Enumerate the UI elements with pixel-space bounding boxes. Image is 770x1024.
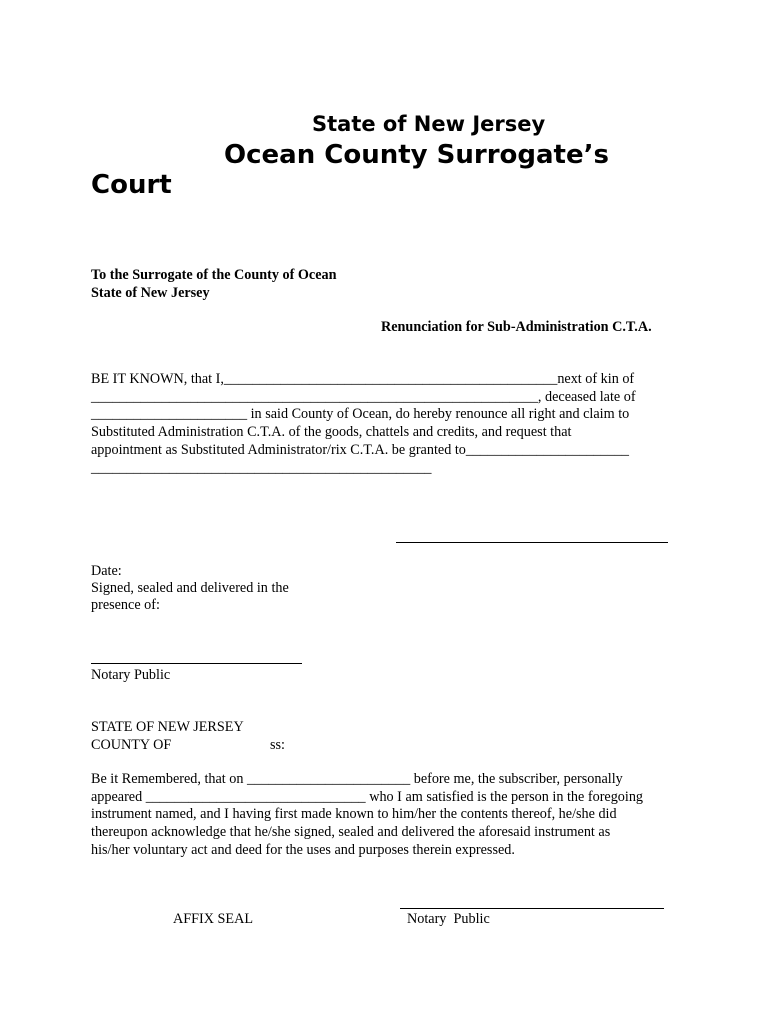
paragraph-line: _______________________________________________________________, deceased late of bbox=[91, 388, 636, 405]
court-title-line2: Court bbox=[91, 170, 172, 200]
addressee-line1: To the Surrogate of the County of Ocean bbox=[91, 267, 337, 283]
notary-seal-signature-line[interactable] bbox=[400, 908, 664, 909]
addressee-line2: State of New Jersey bbox=[91, 285, 210, 301]
venue-state: STATE OF NEW JERSEY bbox=[91, 719, 244, 735]
venue-county: COUNTY OF bbox=[91, 737, 172, 753]
acknowledgment-line: thereupon acknowledge that he/she signed, sealed and delivered the aforesaid instrument as bbox=[91, 824, 611, 841]
signed-sealed-line1: Signed, sealed and delivered in the bbox=[91, 580, 289, 596]
notary-public-footer-label: Notary Public bbox=[407, 911, 490, 927]
notary-public-label: Notary Public bbox=[91, 667, 171, 683]
venue-ss: ss: bbox=[270, 737, 285, 753]
acknowledgment-paragraph bbox=[91, 771, 691, 860]
acknowledgment-line: instrument named, and I having first made known to him/her the contents thereof, he/she did bbox=[91, 806, 617, 823]
paragraph-line: ________________________________________________ bbox=[91, 459, 432, 476]
paragraph-line: Substituted Administration C.T.A. of the goods, chattels and credits, and request that bbox=[91, 424, 572, 441]
date-label: Date: bbox=[91, 563, 122, 579]
acknowledgment-line: appeared _______________________________ who I am satisfied is the person in the foregoing bbox=[91, 788, 644, 805]
court-title-line1: Ocean County Surrogate’s bbox=[224, 140, 609, 170]
acknowledgment-line: his/her voluntary act and deed for the uses and purposes therein expressed. bbox=[91, 841, 515, 858]
signed-sealed-line2: presence of: bbox=[91, 597, 160, 613]
paragraph-line: appointment as Substituted Administrator/rix C.T.A. be granted to_______________________ bbox=[91, 441, 630, 458]
paragraph-line: ______________________ in said County of Ocean, do hereby renounce all right and claim to bbox=[91, 406, 630, 423]
renunciation-paragraph bbox=[91, 371, 691, 477]
paragraph-line: BE IT KNOWN, that I,_______________________________________________next of kin of bbox=[91, 371, 635, 387]
affix-seal-label: AFFIX SEAL bbox=[173, 911, 254, 927]
state-title: State of New Jersey bbox=[312, 112, 546, 136]
notary-signature-line[interactable] bbox=[91, 663, 302, 664]
renouncer-signature-line[interactable] bbox=[396, 542, 668, 543]
acknowledgment-line: Be it Remembered, that on _______________________ before me, the subscriber, personally bbox=[91, 771, 623, 787]
form-title: Renunciation for Sub-Administration C.T.A. bbox=[381, 319, 652, 335]
